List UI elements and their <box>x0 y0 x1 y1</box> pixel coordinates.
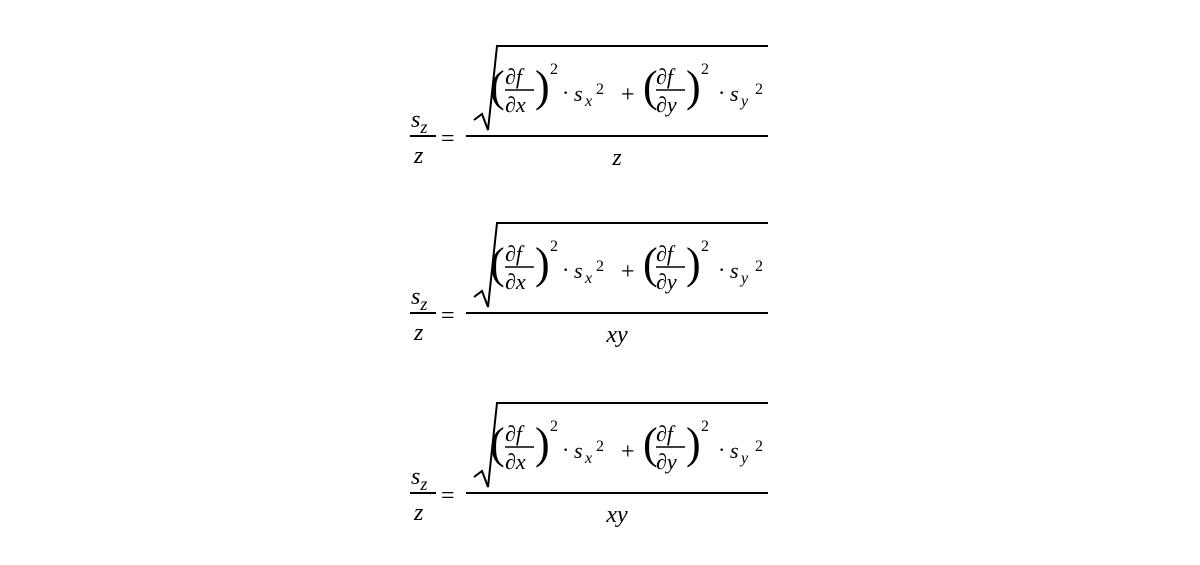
term1-dot: · <box>562 257 570 282</box>
term1-s: s <box>574 258 583 283</box>
term2-right-paren: ) <box>686 419 701 468</box>
term2-partial-den: ∂y <box>656 269 677 294</box>
plus-sign: + <box>621 439 635 465</box>
term1-s: s <box>574 81 583 106</box>
term1-partial-den: ∂x <box>505 269 526 294</box>
lhs-numerator: $s_z$ <box>411 107 428 137</box>
lhs-denominator: z <box>414 500 424 526</box>
term1-exponent: 2 <box>550 61 558 78</box>
term2-left-paren: ( <box>643 62 658 111</box>
term2-s-exp: 2 <box>755 438 763 455</box>
term1-partial-num: ∂f <box>505 421 522 446</box>
term2-partial-num: ∂f <box>656 64 673 89</box>
term2-partial-den: ∂y <box>656 92 677 117</box>
term2-partial-num: ∂f <box>656 241 673 266</box>
rhs-denominator: xy <box>606 502 628 528</box>
term1-left-paren: ( <box>490 419 505 468</box>
equation-1 <box>0 0 1200 180</box>
term2-s-sub: y <box>741 270 749 287</box>
rhs-denominator: z <box>612 145 622 171</box>
term2-exponent: 2 <box>701 418 709 435</box>
equation-2 <box>0 177 1200 357</box>
term2-s-sub: y <box>741 450 749 467</box>
term1-right-paren: ) <box>535 239 550 288</box>
term2-s-exp: 2 <box>755 81 763 98</box>
term1-dot: · <box>562 80 570 105</box>
term1-left-paren: ( <box>490 62 505 111</box>
lhs-numerator: $s_z$ <box>411 284 428 314</box>
equation-svg <box>0 357 1200 537</box>
term2-left-paren: ( <box>643 419 658 468</box>
term1-s: s <box>574 438 583 463</box>
term2-partial-num: ∂f <box>656 421 673 446</box>
term2-dot: · <box>718 257 726 282</box>
term1-s-sub: x <box>585 93 593 110</box>
equation-3 <box>0 357 1200 537</box>
term1-partial-den: ∂x <box>505 449 526 474</box>
term2-s: s <box>730 81 739 106</box>
term1-exponent: 2 <box>550 238 558 255</box>
plus-sign: + <box>621 82 635 108</box>
rhs-denominator: xy <box>606 322 628 348</box>
term2-s-exp: 2 <box>755 258 763 275</box>
term1-partial-num: ∂f <box>505 241 522 266</box>
term2-s: s <box>730 438 739 463</box>
term1-exponent: 2 <box>550 418 558 435</box>
term2-exponent: 2 <box>701 61 709 78</box>
equation-svg <box>0 177 1200 357</box>
term2-s-sub: y <box>741 93 749 110</box>
plus-sign: + <box>621 259 635 285</box>
term1-s-exp: 2 <box>596 258 604 275</box>
term1-dot: · <box>562 437 570 462</box>
lhs-denominator: z <box>414 143 424 169</box>
term1-left-paren: ( <box>490 239 505 288</box>
equals-sign: = <box>441 303 455 329</box>
equals-sign: = <box>441 483 455 509</box>
term2-dot: · <box>718 80 726 105</box>
term2-dot: · <box>718 437 726 462</box>
term1-partial-den: ∂x <box>505 92 526 117</box>
term2-right-paren: ) <box>686 239 701 288</box>
term1-partial-num: ∂f <box>505 64 522 89</box>
term1-right-paren: ) <box>535 419 550 468</box>
term1-s-exp: 2 <box>596 438 604 455</box>
lhs-denominator: z <box>414 320 424 346</box>
term2-right-paren: ) <box>686 62 701 111</box>
term2-left-paren: ( <box>643 239 658 288</box>
lhs-numerator: $s_z$ <box>411 464 428 494</box>
term2-s: s <box>730 258 739 283</box>
equals-sign: = <box>441 126 455 152</box>
term2-partial-den: ∂y <box>656 449 677 474</box>
term1-s-exp: 2 <box>596 81 604 98</box>
term1-right-paren: ) <box>535 62 550 111</box>
equation-svg <box>0 0 1200 180</box>
term1-s-sub: x <box>585 270 593 287</box>
term1-s-sub: x <box>585 450 593 467</box>
term2-exponent: 2 <box>701 238 709 255</box>
